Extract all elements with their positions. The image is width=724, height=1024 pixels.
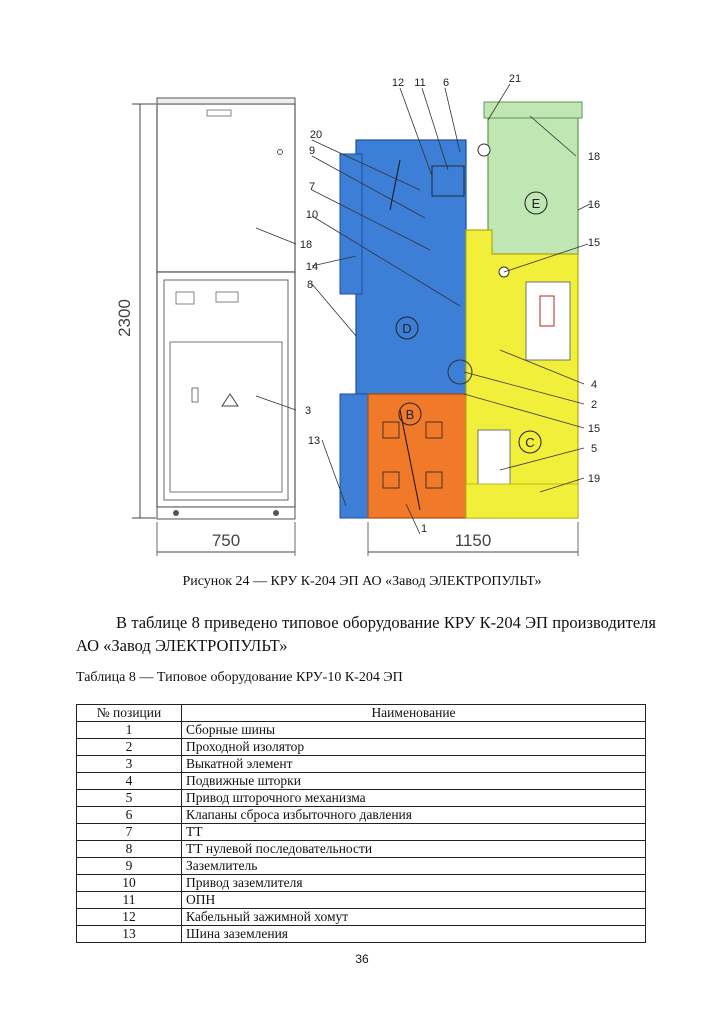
- compartment-c-letter: C: [525, 435, 535, 450]
- cell-name: Шина заземления: [182, 926, 646, 943]
- compartment-e: [488, 106, 578, 254]
- callout-4: 4: [590, 379, 598, 391]
- table-row: [77, 807, 646, 824]
- table-row: [77, 739, 646, 756]
- table-title: Таблица 8 — Типовое оборудование КРУ-10 К-204 ЭП: [76, 670, 403, 685]
- callout-20: 20: [309, 129, 323, 141]
- cell-name: Кабельный зажимной хомут: [182, 909, 646, 926]
- callout-10: 10: [305, 209, 319, 221]
- cell-position: 3: [77, 756, 182, 773]
- cell-name: Проходной изолятор: [182, 739, 646, 756]
- callout-14: 14: [305, 261, 319, 273]
- callout-12: 12: [391, 77, 405, 89]
- header-position: № позиции: [77, 705, 182, 722]
- callout-1: 1: [420, 523, 428, 535]
- table-row: [77, 841, 646, 858]
- cell-position: 9: [77, 858, 182, 875]
- figure-caption: Рисунок 24 — КРУ К-204 ЭП АО «Завод ЭЛЕКТРОПУЛЬТ»: [182, 574, 542, 589]
- header-name: Наименование: [182, 705, 646, 722]
- callout-16: 16: [587, 199, 601, 211]
- cell-name: Привод заземлителя: [182, 875, 646, 892]
- callout-13: 13: [307, 435, 321, 447]
- table-row: [77, 875, 646, 892]
- compartment-e-letter: E: [531, 196, 541, 211]
- cell-name: Клапаны сброса избыточного давления: [182, 807, 646, 824]
- callout-19: 19: [587, 473, 601, 485]
- cell-name: Привод шторочного механизма: [182, 790, 646, 807]
- cell-name: ОПН: [182, 892, 646, 909]
- table-row: [77, 790, 646, 807]
- side-width-label: 1150: [454, 531, 492, 550]
- height-label: 2300: [115, 299, 134, 337]
- cell-name: Подвижные шторки: [182, 773, 646, 790]
- figure-24: [60, 60, 680, 560]
- equipment-table: [76, 704, 646, 943]
- callout-21: 21: [508, 73, 522, 85]
- cell-position: 13: [77, 926, 182, 943]
- side-view: [340, 102, 582, 518]
- table-row: [77, 773, 646, 790]
- cell-name: Выкатной элемент: [182, 756, 646, 773]
- cell-position: 4: [77, 773, 182, 790]
- compartment-b-letter: B: [405, 407, 415, 422]
- callout-18-right: 18: [587, 151, 601, 163]
- compartment-d-letter: D: [402, 321, 412, 336]
- cell-name: ТТ нулевой последовательности: [182, 841, 646, 858]
- callout-8: 8: [306, 279, 314, 291]
- cell-position: 10: [77, 875, 182, 892]
- table-row: [77, 926, 646, 943]
- callout-3: 3: [304, 405, 312, 417]
- table-row: [77, 892, 646, 909]
- front-view: [157, 98, 295, 519]
- table-body: [77, 722, 646, 943]
- table-row: [77, 722, 646, 739]
- table-header-row: [77, 705, 646, 722]
- callout-7: 7: [308, 181, 316, 193]
- callout-18-left: 18: [299, 239, 313, 251]
- callout-6: 6: [442, 77, 450, 89]
- callout-15-top: 15: [587, 237, 601, 249]
- page-number: 36: [355, 952, 369, 966]
- callout-2: 2: [590, 399, 598, 411]
- cell-name: ТТ: [182, 824, 646, 841]
- table-row: [77, 858, 646, 875]
- cell-position: 8: [77, 841, 182, 858]
- compartment-d: [356, 140, 466, 394]
- callout-9: 9: [308, 145, 316, 157]
- callout-15-bottom: 15: [587, 423, 601, 435]
- cell-position: 6: [77, 807, 182, 824]
- cell-name: Заземлитель: [182, 858, 646, 875]
- cell-position: 1: [77, 722, 182, 739]
- cell-position: 2: [77, 739, 182, 756]
- compartment-b: [368, 394, 466, 518]
- table-row: [77, 756, 646, 773]
- cell-position: 5: [77, 790, 182, 807]
- body-paragraph: В таблице 8 приведено типовое оборудование КРУ К-204 ЭП производителя АО «Завод ЭЛЕКТРОПУЛЬТ»: [76, 613, 656, 655]
- table-row: [77, 824, 646, 841]
- callout-5: 5: [590, 443, 598, 455]
- cell-position: 12: [77, 909, 182, 926]
- cell-position: 7: [77, 824, 182, 841]
- table-row: [77, 909, 646, 926]
- kru-drawing: [60, 60, 680, 560]
- cell-position: 11: [77, 892, 182, 909]
- cell-name: Сборные шины: [182, 722, 646, 739]
- callout-11: 11: [414, 77, 426, 89]
- front-width-label: 750: [211, 531, 241, 550]
